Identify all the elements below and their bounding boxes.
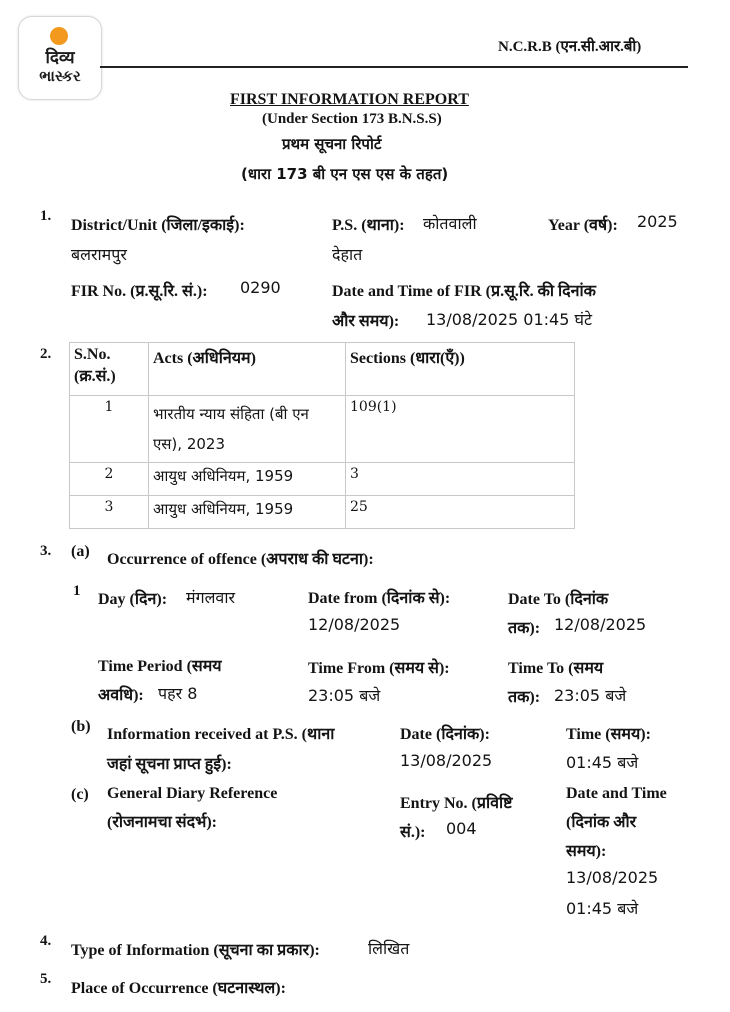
fir-datetime-label-1: Date and Time of FIR (प्र.सू.रि. की दिनांक: [332, 283, 596, 300]
header-sno: S.No. (क्र.सं.): [70, 343, 149, 396]
section-3a: (a): [71, 543, 90, 560]
header-sections: Sections (धारा(एँ)): [346, 343, 575, 396]
info-received-label-2: जहां सूचना प्राप्त हुई):: [107, 756, 232, 773]
acts-table-header: [70, 343, 575, 396]
divya-bhaskar-logo: [18, 16, 102, 100]
section-3b: (b): [71, 718, 91, 735]
year-label: Year (वर्ष):: [548, 217, 618, 234]
row-act: आयुध अधिनियम, 1959: [149, 463, 346, 496]
row-sno: 3: [70, 496, 149, 529]
section-2-number: 2.: [40, 346, 52, 362]
occurrence-row-number: 1: [73, 583, 81, 599]
date-to-label-1: Date To (दिनांक: [508, 591, 609, 608]
title-en: FIRST INFORMATION REPORT: [230, 91, 469, 108]
time-to-value: 23:05 बजे: [554, 686, 627, 705]
time-to-label-1: Time To (समय: [508, 660, 604, 677]
entry-no-value: 004: [446, 819, 477, 838]
table-row: [70, 463, 575, 496]
info-time-value: 01:45 बजे: [566, 753, 639, 772]
entry-no-label-2: सं.):: [400, 824, 426, 841]
time-period-label-2: अवधि):: [98, 687, 144, 704]
date-from-value: 12/08/2025: [308, 615, 401, 634]
title-hi: प्रथम सूचना रिपोर्ट: [282, 135, 382, 153]
logo-line-1: दिव्य: [45, 48, 75, 68]
gd-reference-label-2: (रोजनामचा संदर्भ):: [107, 814, 218, 831]
day-label: Day (दिन):: [98, 591, 168, 608]
title-en-sub: (Under Section 173 B.N.S.S): [262, 111, 442, 127]
gd-reference-label-1: General Diary Reference: [107, 785, 278, 802]
info-type-label: Type of Information (सूचना का प्रकार):: [71, 942, 320, 959]
fir-datetime-value: 13/08/2025 01:45 घंटे: [426, 310, 593, 329]
row-sno: 2: [70, 463, 149, 496]
sun-icon: [50, 27, 68, 45]
fir-value: 0290: [240, 278, 281, 297]
district-value: बलरामपुर: [71, 245, 127, 264]
fir-datetime-label-2: और समय):: [332, 313, 400, 330]
info-type-value: लिखित: [368, 939, 410, 958]
row-act: आयुध अधिनियम, 1959: [149, 496, 346, 529]
table-row: [70, 396, 575, 463]
section-4-number: 4.: [40, 933, 52, 949]
row-section: 109(1): [346, 396, 575, 463]
logo-line-2: ભાસ્કર: [39, 67, 81, 85]
header-divider: [100, 66, 688, 68]
info-time-label: Time (समय):: [566, 726, 651, 743]
info-received-label-1: Information received at P.S. (थाना: [107, 726, 335, 743]
year-value: 2025: [637, 212, 678, 231]
info-date-value: 13/08/2025: [400, 751, 493, 770]
day-value: मंगलवार: [186, 588, 236, 607]
time-period-label-1: Time Period (समय: [98, 658, 222, 675]
fir-label: FIR No. (प्र.सू.रि. सं.):: [71, 283, 208, 300]
table-row: [70, 496, 575, 529]
time-period-value: पहर 8: [158, 684, 198, 703]
section-5-number: 5.: [40, 971, 52, 987]
district-label: District/Unit (जिला/इकाई):: [71, 217, 245, 234]
date-to-value: 12/08/2025: [554, 615, 647, 634]
time-to-label-2: तक):: [508, 689, 541, 706]
section-3-number: 3.: [40, 543, 52, 559]
entry-no-label-1: Entry No. (प्रविष्टि: [400, 795, 513, 812]
header-acts: Acts (अधिनियम): [149, 343, 346, 396]
info-date-label: Date (दिनांक):: [400, 726, 490, 743]
row-section: 25: [346, 496, 575, 529]
title-hi-sub: (धारा 173 बी एन एस एस के तहत): [241, 165, 449, 183]
row-section: 3: [346, 463, 575, 496]
date-to-label-2: तक):: [508, 620, 541, 637]
time-from-label: Time From (समय से):: [308, 660, 450, 677]
row-sno: 1: [70, 396, 149, 463]
gd-datetime-label-2: (दिनांक और: [566, 814, 637, 831]
gd-datetime-label-3: समय):: [566, 843, 607, 860]
agency-header: N.C.R.B (एन.सी.आर.बी): [498, 39, 642, 55]
date-from-label: Date from (दिनांक से):: [308, 590, 451, 607]
ps-value-2: देहात: [332, 245, 363, 264]
gd-datetime-label-1: Date and Time: [566, 785, 667, 802]
section-3c: (c): [71, 786, 89, 803]
place-of-occurrence-label: Place of Occurrence (घटनास्थल):: [71, 980, 286, 997]
gd-datetime-value-1: 13/08/2025: [566, 868, 659, 887]
section-1-number: 1.: [40, 208, 52, 224]
ps-value-1: कोतवाली: [423, 214, 477, 233]
gd-datetime-value-2: 01:45 बजे: [566, 899, 639, 918]
row-act: भारतीय न्याय संहिता (बी एन एस), 2023: [149, 396, 346, 463]
ps-label: P.S. (थाना):: [332, 217, 405, 234]
time-from-value: 23:05 बजे: [308, 686, 381, 705]
occurrence-label: Occurrence of offence (अपराध की घटना):: [107, 551, 374, 568]
acts-table: [69, 342, 575, 529]
